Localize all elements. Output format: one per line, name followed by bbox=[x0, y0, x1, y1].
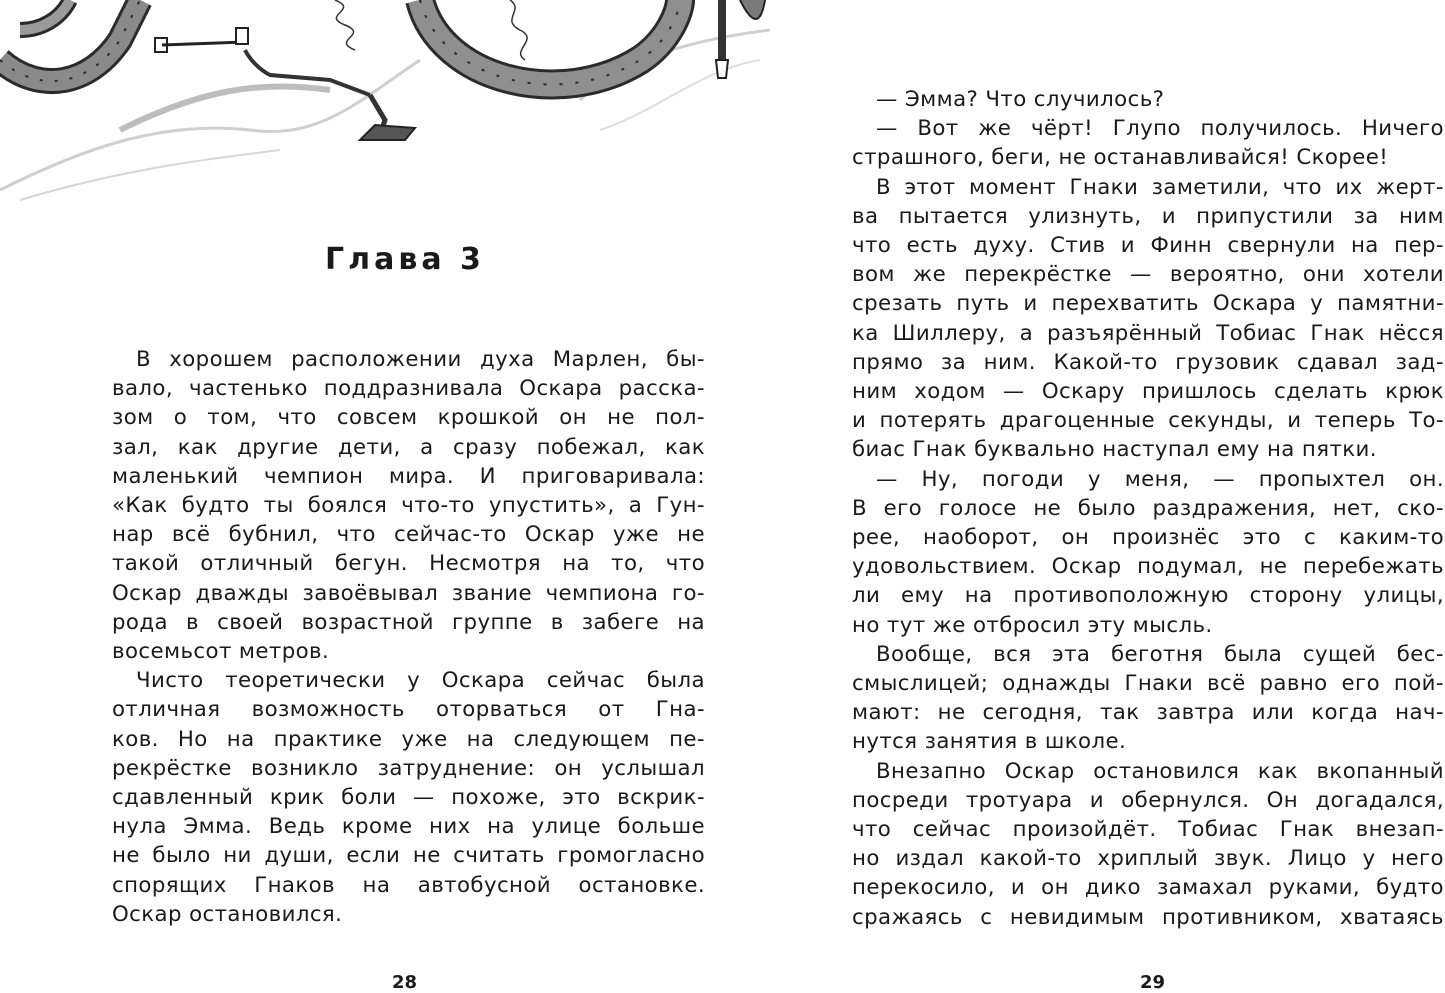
text-line: зал, как другие дети, а сразу побежал, как bbox=[112, 434, 705, 460]
text-line: ним ходом — Оскару пришлось сделать крюк bbox=[852, 379, 1444, 405]
text-line: зом о том, что совсем крошкой он не пол- bbox=[112, 405, 705, 431]
text-line: срезать путь и перехватить Оскара у памятни- bbox=[852, 291, 1444, 317]
chapter-illustration bbox=[0, 0, 780, 205]
text-line: — Эмма? Что случилось? bbox=[876, 87, 1165, 112]
left-page bbox=[0, 0, 722, 993]
text-line: В хорошем расположении духа Марлен, бы- bbox=[136, 347, 705, 372]
text-line: «Как будто ты боялся что-то упустить», а Гун- bbox=[112, 493, 705, 519]
text-line: посреди тротуара и обернулся. Он догадался, bbox=[852, 787, 1444, 813]
text-line: Чисто теоретически у Оскара сейчас была bbox=[136, 668, 705, 694]
text-line: спорящих Гнаков на автобусной остановке. bbox=[112, 872, 705, 898]
text-line: прямо за ним. Какой-то грузовик сдавал зад- bbox=[852, 349, 1444, 375]
paragraph bbox=[852, 465, 1444, 640]
text-line: В его голосе не было раздражения, нет, ско- bbox=[852, 495, 1444, 521]
text-line: не было ни души, если не считать громогласно bbox=[112, 843, 705, 869]
text-line: страшного, беги, не останавливайся! Скорее! bbox=[852, 145, 1389, 171]
paragraph bbox=[852, 173, 1444, 465]
text-line: смыслицей; однажды Гнаки всё равно его пой- bbox=[852, 671, 1444, 697]
text-line: ва пытается улизнуть, и припустили за ним bbox=[852, 203, 1444, 229]
text-line: такой отличный бегун. Несмотря на то, что bbox=[112, 551, 705, 577]
text-line: Оскар остановился. bbox=[112, 901, 343, 927]
text-line: отличная возможность оторваться от Гна- bbox=[112, 697, 705, 723]
text-line: рекрёстке возникло затруднение: он услышал bbox=[112, 755, 705, 781]
text-line: Оскар дважды завоёвывал звание чемпиона го- bbox=[112, 580, 705, 606]
chapter-title: Глава 3 bbox=[325, 242, 485, 277]
paragraph bbox=[852, 757, 1444, 932]
text-line: удовольствием. Оскар подумал, не перебежать bbox=[852, 554, 1444, 580]
text-line: Вообще, вся эта беготня была сущей бес- bbox=[876, 641, 1444, 667]
text-line: рее, наоборот, он произнёс это с каким-то bbox=[852, 525, 1444, 551]
text-line: Внезапно Оскар остановился как вкопанный bbox=[876, 758, 1444, 784]
right-page bbox=[722, 0, 1445, 993]
text-line: нар всё бубнил, что сейчас-то Оскар уже не bbox=[112, 522, 705, 548]
text-line: маленький чемпион мира. И приговаривала: bbox=[112, 463, 705, 489]
text-line: сдавленный крик боли — похоже, это вскрик- bbox=[112, 785, 705, 811]
paragraph bbox=[852, 114, 1444, 172]
page-number: 29 bbox=[1140, 972, 1166, 993]
paragraph bbox=[852, 640, 1444, 757]
text-line: нула Эмма. Ведь кроме них на улице больше bbox=[112, 814, 705, 840]
text-line: и потерять драгоценные секунды, и теперь То- bbox=[852, 408, 1444, 434]
text-line: В этот момент Гнаки заметили, что их жерт- bbox=[876, 174, 1444, 200]
text-line: — Вот же чёрт! Глупо получилось. Ничего bbox=[876, 116, 1444, 142]
text-line: но издал какой-то хриплый звук. Лицо у него bbox=[852, 846, 1444, 872]
text-line: нутся занятия в школе. bbox=[852, 729, 1127, 755]
text-line: — Ну, погоди у меня, — пропыхтел он. bbox=[876, 466, 1444, 492]
text-line: ка Шиллеру, а разъярённый Тобиас Гнак нёсся bbox=[852, 320, 1444, 346]
paragraph bbox=[112, 345, 705, 666]
text-line: что сейчас произойдёт. Тобиас Гнак внезап- bbox=[852, 817, 1444, 843]
paragraph bbox=[112, 666, 705, 929]
text-line: ли ему на противоположную сторону улицы, bbox=[852, 583, 1444, 609]
text-line: что есть духу. Стив и Финн свернули на пер- bbox=[852, 233, 1444, 259]
text-line: восемьсот метров. bbox=[112, 639, 330, 665]
text-line: перекосило, и он дико замахал руками, будто bbox=[852, 875, 1444, 901]
text-line: рода в своей возрастной группе в забеге на bbox=[112, 609, 705, 635]
text-line: вало, частенько поддразнивала Оскара расска- bbox=[112, 376, 705, 402]
text-line: вом же перекрёстке — вероятно, они хотели bbox=[852, 262, 1444, 288]
text-line: но тут же отбросил эту мысль. bbox=[852, 612, 1213, 638]
body-text bbox=[852, 85, 1444, 932]
text-line: биас Гнак буквально наступал ему на пятки. bbox=[852, 437, 1377, 463]
paragraph bbox=[852, 85, 1444, 114]
body-text bbox=[112, 345, 705, 929]
page-number: 28 bbox=[392, 972, 418, 993]
text-line: мают: не сегодня, так завтра или когда нач- bbox=[852, 700, 1444, 726]
text-line: ков. Но на практике уже на следующем пе- bbox=[112, 726, 705, 752]
text-line: сражаясь с невидимым противником, хватаясь bbox=[852, 904, 1444, 930]
